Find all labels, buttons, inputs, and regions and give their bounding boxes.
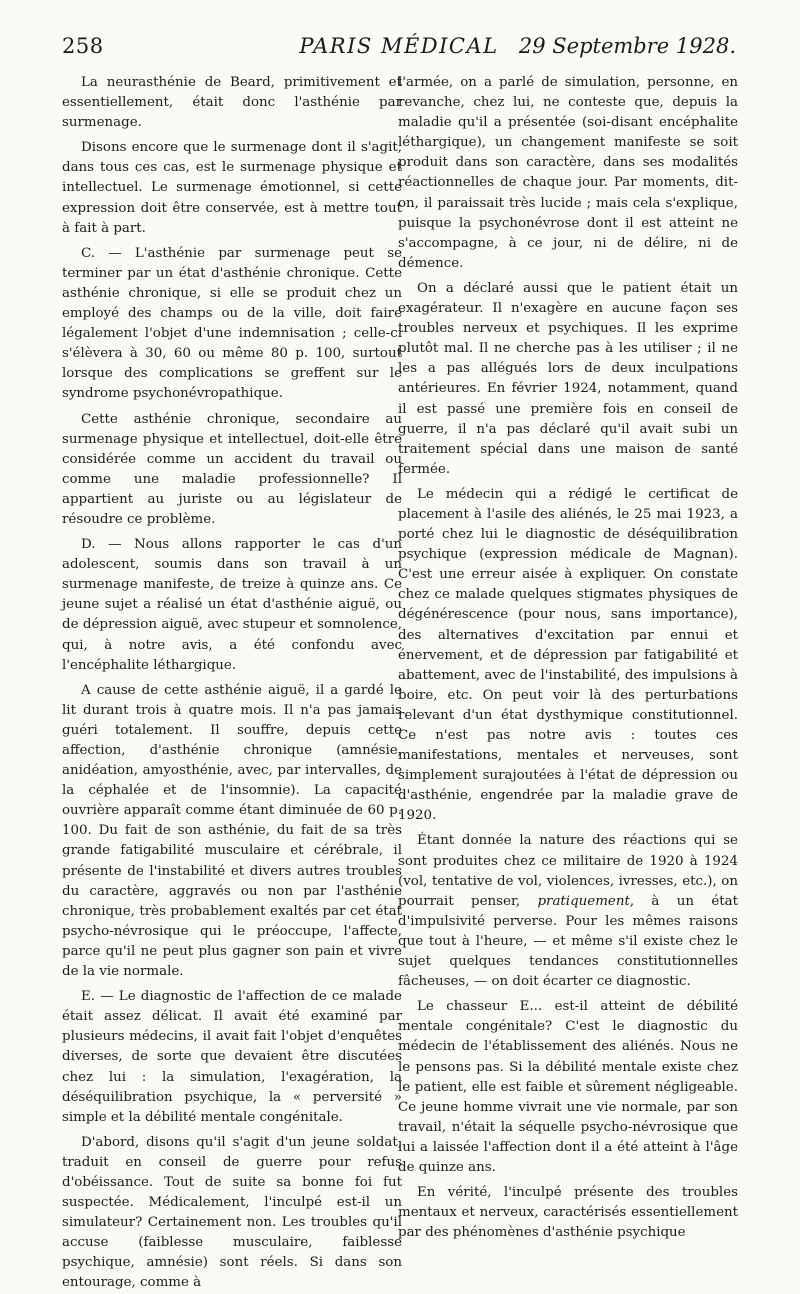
paragraph: D'abord, disons qu'il s'agit d'un jeune soldat, traduit en conseil de guerre pour refus d'obéissance. Tout de suite sa bonne foi fut suspectée. Médicalement, l'inculpé est-il un simulateur? Certainement non. Les troubles qu'il accuse (faiblesse musculaire, faiblesse psychique, amnésie) sont réels. Si dans son entourage, comme à — [62, 1134, 402, 1291]
paragraph: Le médecin qui a rédigé le certificat de placement à l'asile des aliénés, le 25 mai 1923, a porté chez lui le diagnostic de déséquilibration psychique (expression médicale de Magnan). C'est une erreur aisée à expliquer. On constate chez ce malade quelques stigmates physiques de dégénérescence (pour nous, sans importance), des alternatives d'excitation par ennui et énervement, et de dépression par fatigabilité et abattement, avec de l'instabilité, des impulsions à boire, etc. On peut voir là des perturbations relevant d'un état dysthymique constitutionnel. Ce n'est pas notre avis : toutes ces manifestations, mentales et nerveuses, sont simplement surajoutées à l'état de dépression ou d'asthénie, engendrée par la maladie grave de 1920. — [398, 486, 738, 824]
paragraph: La neurasthénie de Beard, primitivement et essentiellement, était donc l'asthénie par surmenage. — [62, 75, 402, 131]
text-run: , à un état d'impulsivité perverse. Pour les mêmes raisons que tout à l'heure, — et même s'il existe chez le sujet quelques tendances constitutionnelles fâcheuses, — on doit écarter ce diagnostic. — [398, 893, 738, 990]
paragraph: A cause de cette asthénie aiguë, il a gardé le lit durant trois à quatre mois. Il n'a pas jamais guéri totalement. Il souffre, depuis cette affection, d'asthénie chronique (amnésie, anidéation, amyosthénie, avec, par intervalles, de la céphalée et de l'insomnie). La capacité ouvrière apparaît comme étant diminuée de 60 p. 100. Du fait de son asthénie, du fait de sa très grande fatigabilité musculaire et cérébrale, il présente de l'instabilité et divers autres troubles du caractère, aggravés ou non par l'asthénie chronique, très probablement exaltés par cet état psycho-névrosique qui le préoccupe, l'affecte, parce qu'il ne peut plus gagner son pain et vivre de la vie normale. — [62, 682, 402, 980]
paragraph: D. — Nous allons rapporter le cas d'un adolescent, soumis dans son travail à un surmenage manifeste, de treize à quinze ans. Ce jeune sujet a réalisé un état d'asthénie aiguë, ou de dépression aiguë, avec stupeur et somnolence, qui, à notre avis, a été confondu avec l'encéphalite léthargique. — [62, 537, 402, 673]
paragraph — [398, 831, 738, 992]
page-number: 258 — [62, 34, 104, 58]
paragraph: On a déclaré aussi que le patient était un exagérateur. Il n'exagère en aucune façon ses troubles nerveux et psychiques. Il les exprime plutôt mal. Il ne cherche pas à les utiliser ; il ne les a pas allégués lors de deux inculpations antérieures. En février 1924, notamment, quand il est passé une première fois en conseil de guerre, il n'a pas déclaré qu'il avait subi un traitement spécial dans une maison de santé fermée. — [398, 280, 738, 477]
right-column — [398, 73, 738, 1243]
paragraph: En vérité, l'inculpé présente des troubles mentaux et nerveux, caractérisés essentiellement par des phénomènes d'asthénie psychique — [398, 1185, 738, 1241]
left-column — [62, 73, 402, 1294]
text-run: Étant donnée la nature des réactions qui se sont produites chez ce militaire de 1920 à 1924 (vol, tentative de vol, violences, ivresses, etc.), on pourrait penser, — [398, 833, 738, 909]
paragraph-continued: l'armée, on a parlé de simulation, personne, en revanche, chez lui, ne conteste que, depuis la maladie qu'il a présentée (soi-disant encéphalite léthargique), un changement manifeste se soit produit dans son caractère, dans ses modalités réactionnelles de chaque jour. Par moments, dit-on, il paraissait très lucide ; mais cela s'explique, puisque la psychonévrose dont il est atteint ne s'accompagne, à ce jour, ni de délire, ni de démence. — [398, 75, 738, 271]
paragraph: Le chasseur E... est-il atteint de débilité mentale congénitale? C'est le diagnostic du médecin de l'établissement des aliénés. Nous ne le pensons pas. Si la débilité mentale existe chez le patient, elle est faible et sûrement négligeable. Ce jeune homme vivrait une vie normale, par son travail, n'était la séquelle psycho-névrosique que lui a laissée l'affection dont il a été atteint à l'âge de quinze ans. — [398, 999, 738, 1175]
paragraph: C. — L'asthénie par surmenage peut se terminer par un état d'asthénie chronique. Cette asthénie chronique, si elle se produit chez un employé des champs ou de la ville, doit faire légalement l'objet d'une indemnisation ; celle-ci s'élèvera à 30, 60 ou même 80 p. 100, surtout lorsque des complications se greffent sur le syndrome psychonévropathique. — [62, 245, 402, 402]
issue-date: 29 Septembre 1928. — [518, 34, 736, 58]
journal-title: PARIS MÉDICAL — [299, 34, 499, 58]
running-header — [62, 34, 736, 64]
paragraph: Cette asthénie chronique, secondaire au surmenage physique et intellectuel, doit-elle être considérée comme un accident du travail ou comme une maladie professionnelle? Il appartient au juriste ou au législateur de résoudre ce problème. — [62, 411, 402, 527]
paragraph: Disons encore que le surmenage dont il s'agit, dans tous ces cas, est le surmenage physique et intellectuel. Le surmenage émotionnel, si cette expression doit être conservée, est à mettre tout à fait à part. — [62, 140, 402, 236]
paragraph: E. — Le diagnostic de l'affection de ce malade était assez délicat. Il avait été examiné par plusieurs médecins, il avait fait l'objet d'enquêtes diverses, de sorte que devaient être discutées chez lui : la simulation, l'exagération, la déséquilibration psychique, la « perversité » simple et la débilité mentale congénitale. — [62, 989, 402, 1125]
italic-word: pratiquement — [537, 893, 630, 909]
